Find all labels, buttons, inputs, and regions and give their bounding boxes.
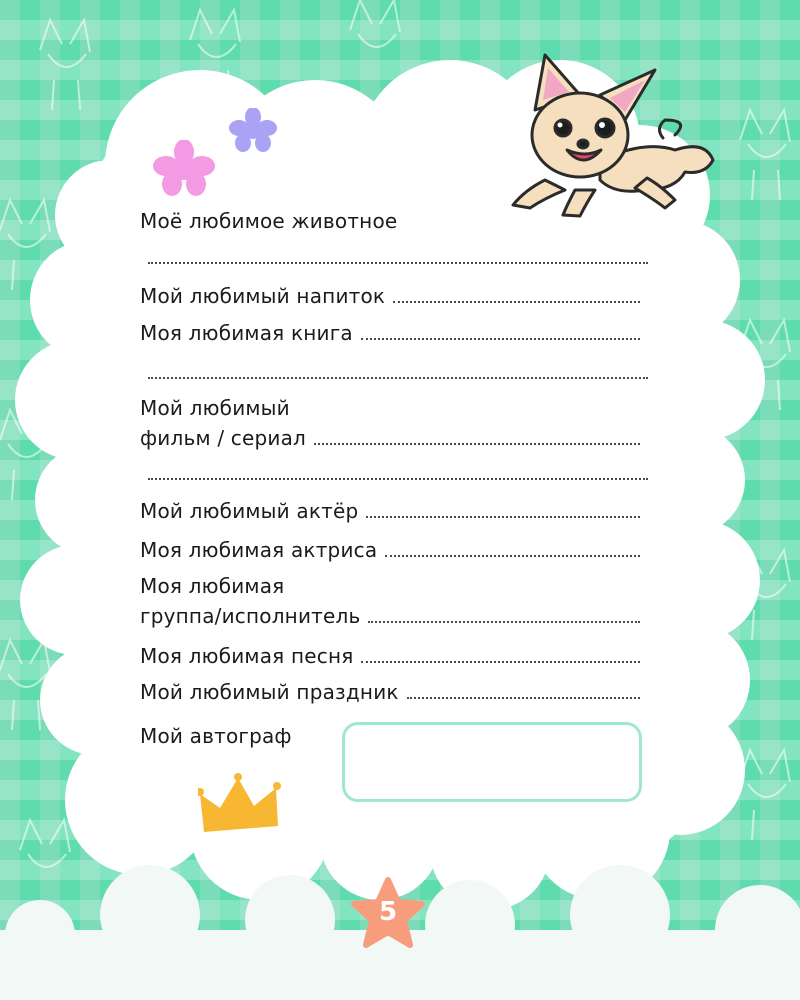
dotted-line[interactable] [361, 324, 640, 340]
field-label: Моя любимая песня [140, 644, 354, 668]
field-label: Моё любимое животное [140, 209, 398, 233]
crown-icon [198, 772, 282, 836]
dotted-line[interactable] [361, 647, 640, 663]
chihuahua-dog-icon [505, 40, 725, 220]
field-label: Мой любимый актёр [140, 499, 359, 523]
field-label-line1: Моя любимая [140, 574, 285, 598]
autograph-box[interactable] [342, 722, 642, 802]
field-favorite-movie [140, 392, 640, 454]
field-favorite-animal [140, 205, 640, 237]
dotted-line[interactable] [366, 502, 640, 518]
field-favorite-drink [140, 280, 640, 312]
page-number: 5 [378, 897, 398, 927]
field-favorite-holiday [140, 676, 640, 708]
field-label-line1: Мой любимый [140, 396, 290, 420]
field-label: Моя любимая книга [140, 321, 353, 345]
dotted-line[interactable] [393, 287, 640, 303]
field-autograph [140, 720, 340, 752]
dotted-line[interactable] [385, 541, 640, 557]
dotted-line[interactable] [148, 262, 648, 264]
page-number-badge [350, 877, 426, 949]
pink-flower-icon [152, 140, 216, 196]
dotted-line[interactable] [314, 429, 640, 445]
field-favorite-song [140, 640, 640, 672]
field-favorite-band [140, 570, 640, 632]
field-favorite-actress [140, 534, 640, 566]
field-label: Мой любимый праздник [140, 680, 399, 704]
field-label: Мой любимый напиток [140, 284, 386, 308]
dotted-line[interactable] [148, 478, 648, 480]
field-label: Моя любимая актриса [140, 538, 378, 562]
dotted-line[interactable] [407, 683, 640, 699]
dotted-line[interactable] [368, 607, 640, 623]
field-favorite-actor [140, 495, 640, 527]
dotted-line[interactable] [148, 377, 648, 379]
purple-flower-icon [228, 108, 278, 152]
field-favorite-book [140, 317, 640, 349]
field-label: Мой автограф [140, 724, 292, 748]
field-label-line2: группа/исполнитель [140, 604, 361, 628]
field-label-line2: фильм / сериал [140, 426, 307, 450]
